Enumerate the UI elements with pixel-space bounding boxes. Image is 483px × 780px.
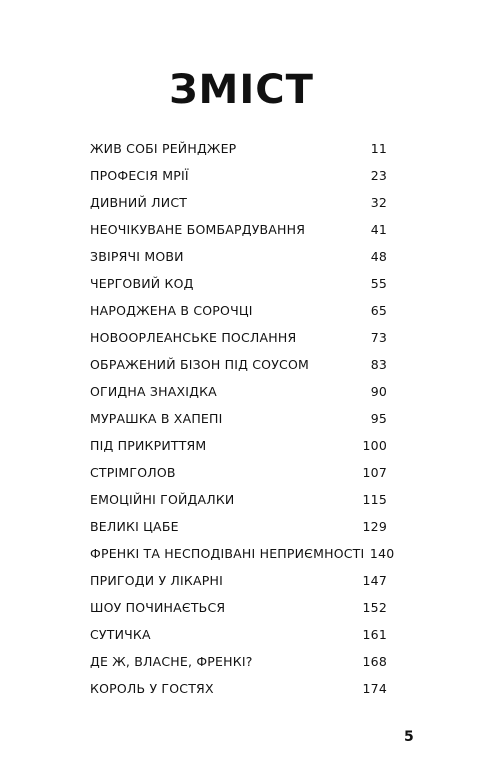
- toc-entry-page: 90: [370, 384, 387, 399]
- toc-entry-page: 140: [369, 546, 395, 561]
- toc-entry: [90, 463, 387, 490]
- toc-entry: [90, 490, 387, 517]
- toc-entry-page: 95: [370, 411, 387, 426]
- toc-entry: [90, 301, 387, 328]
- toc-entry-title: КОРОЛЬ У ГОСТЯХ: [90, 681, 214, 696]
- toc-entry: [90, 382, 387, 409]
- toc-entry: [90, 220, 387, 247]
- toc-entry: [90, 598, 387, 625]
- toc-entry: [90, 625, 387, 652]
- toc-entry-title: ПРИГОДИ У ЛІКАРНІ: [90, 573, 223, 588]
- toc-entry-page: 129: [362, 519, 387, 534]
- toc-entry: [90, 652, 387, 679]
- toc-entry: [90, 247, 387, 274]
- toc-entry: [90, 571, 387, 598]
- toc-entry: [90, 355, 387, 382]
- toc-entry-title: ПРОФЕСІЯ МРІЇ: [90, 168, 189, 183]
- toc-entry-title: ОБРАЖЕНИЙ БІЗОН ПІД СОУСОМ: [90, 357, 309, 372]
- toc-entry-title: ДИВНИЙ ЛИСТ: [90, 195, 188, 210]
- toc-entry-page: 168: [362, 654, 387, 669]
- toc-entry-page: 41: [370, 222, 387, 237]
- toc-entry: [90, 166, 387, 193]
- toc-entry-page: 83: [370, 357, 387, 372]
- toc-entry-title: ПІД ПРИКРИТТЯМ: [90, 438, 207, 453]
- toc-entry-title: ЗВІРЯЧІ МОВИ: [90, 249, 184, 264]
- toc-entry: [90, 193, 387, 220]
- toc-entry-page: 32: [370, 195, 387, 210]
- toc-entry: [90, 328, 387, 355]
- toc-entry-page: 174: [362, 681, 387, 696]
- toc-entry-title: ЖИВ СОБІ РЕЙНДЖЕР: [90, 141, 237, 156]
- toc-entry-page: 55: [370, 276, 387, 291]
- toc-entry-page: 152: [362, 600, 387, 615]
- toc-entry: [90, 139, 387, 166]
- toc-entry: [90, 679, 387, 706]
- toc-entry-page: 107: [362, 465, 387, 480]
- toc-entry: [90, 274, 387, 301]
- toc-entry-title: НОВООРЛЕАНСЬКЕ ПОСЛАННЯ: [90, 330, 297, 345]
- toc-entry-page: 147: [362, 573, 387, 588]
- toc-entry-page: 100: [362, 438, 387, 453]
- toc-entry-title: ВЕЛИКІ ЦАБЕ: [90, 519, 179, 534]
- toc-entry: [90, 409, 387, 436]
- table-of-contents: [90, 139, 395, 706]
- toc-entry-page: 115: [362, 492, 387, 507]
- toc-entry-title: ФРЕНКІ ТА НЕСПОДІВАНІ НЕПРИЄМНОСТІ: [90, 546, 365, 561]
- toc-entry-title: ЕМОЦІЙНІ ГОЙДАЛКИ: [90, 492, 235, 507]
- toc-entry-page: 65: [370, 303, 387, 318]
- toc-entry-title: МУРАШКА В ХАПЕПІ: [90, 411, 223, 426]
- toc-entry-page: 11: [370, 141, 387, 156]
- toc-entry-title: ОГИДНА ЗНАХІДКА: [90, 384, 217, 399]
- toc-entry-title: НЕОЧІКУВАНЕ БОМБАРДУВАННЯ: [90, 222, 306, 237]
- toc-entry-page: 73: [370, 330, 387, 345]
- toc-entry: [90, 517, 387, 544]
- toc-entry-page: 23: [370, 168, 387, 183]
- toc-entry-title: ШОУ ПОЧИНАЄТЬСЯ: [90, 600, 226, 615]
- toc-entry-title: ЧЕРГОВИЙ КОД: [90, 276, 194, 291]
- toc-entry-title: ДЕ Ж, ВЛАСНЕ, ФРЕНКІ?: [90, 654, 253, 669]
- toc-entry: [90, 436, 387, 463]
- toc-entry-page: 161: [362, 627, 387, 642]
- toc-entry-title: СТРІМГОЛОВ: [90, 465, 176, 480]
- toc-entry-title: СУТИЧКА: [90, 627, 151, 642]
- page-title: ЗМІСТ: [169, 67, 314, 113]
- page-number: 5: [404, 729, 414, 745]
- toc-entry-title: НАРОДЖЕНА В СОРОЧЦІ: [90, 303, 253, 318]
- toc-entry: [90, 544, 395, 571]
- toc-entry-page: 48: [370, 249, 387, 264]
